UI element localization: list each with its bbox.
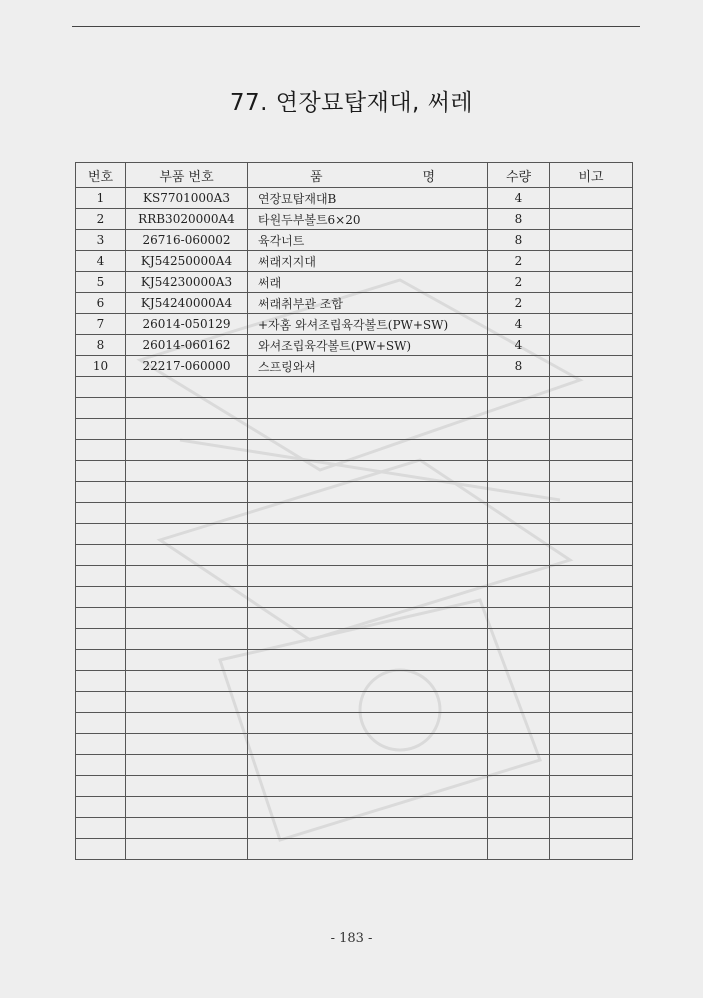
cell-part-no bbox=[126, 440, 248, 461]
cell-remark bbox=[550, 209, 633, 230]
cell-remark bbox=[550, 398, 633, 419]
cell-remark bbox=[550, 377, 633, 398]
cell-remark bbox=[550, 461, 633, 482]
cell-part-no bbox=[126, 797, 248, 818]
cell-no bbox=[76, 461, 126, 482]
cell-part-no bbox=[126, 377, 248, 398]
table-row-empty bbox=[76, 377, 633, 398]
cell-name bbox=[248, 713, 488, 734]
cell-remark bbox=[550, 335, 633, 356]
table-row bbox=[76, 314, 633, 335]
table-row bbox=[76, 293, 633, 314]
top-rule bbox=[72, 26, 640, 27]
cell-qty bbox=[488, 608, 550, 629]
cell-part-no: 22217-060000 bbox=[126, 356, 248, 377]
cell-name bbox=[248, 440, 488, 461]
cell-name bbox=[248, 419, 488, 440]
cell-name bbox=[248, 797, 488, 818]
table-row-empty bbox=[76, 755, 633, 776]
cell-name: +자홈 와셔조립육각볼트(PW+SW) bbox=[248, 314, 488, 335]
cell-remark bbox=[550, 587, 633, 608]
table-body bbox=[76, 188, 633, 860]
cell-part-no: 26716-060002 bbox=[126, 230, 248, 251]
header-qty: 수량 bbox=[488, 163, 550, 188]
cell-remark bbox=[550, 251, 633, 272]
cell-name: 써래취부관 조합 bbox=[248, 293, 488, 314]
cell-name: 와셔조립육각볼트(PW+SW) bbox=[248, 335, 488, 356]
cell-qty bbox=[488, 776, 550, 797]
parts-table bbox=[75, 162, 633, 860]
page-number: - 183 - bbox=[330, 931, 373, 946]
cell-name: 써래 bbox=[248, 272, 488, 293]
cell-name bbox=[248, 482, 488, 503]
cell-no: 5 bbox=[76, 272, 126, 293]
cell-part-no bbox=[126, 839, 248, 860]
table-row-empty bbox=[76, 608, 633, 629]
header-part-no: 부품 번호 bbox=[126, 163, 248, 188]
cell-no: 3 bbox=[76, 230, 126, 251]
cell-name bbox=[248, 755, 488, 776]
table-row-empty bbox=[76, 482, 633, 503]
cell-qty: 2 bbox=[488, 272, 550, 293]
cell-name bbox=[248, 734, 488, 755]
cell-qty bbox=[488, 713, 550, 734]
cell-qty: 4 bbox=[488, 188, 550, 209]
table-row-empty bbox=[76, 503, 633, 524]
cell-no bbox=[76, 503, 126, 524]
header-no: 번호 bbox=[76, 163, 126, 188]
cell-name: 타원두부볼트6×20 bbox=[248, 209, 488, 230]
cell-part-no bbox=[126, 755, 248, 776]
cell-no bbox=[76, 566, 126, 587]
cell-remark bbox=[550, 713, 633, 734]
cell-remark bbox=[550, 188, 633, 209]
cell-no bbox=[76, 755, 126, 776]
cell-remark bbox=[550, 734, 633, 755]
cell-qty bbox=[488, 587, 550, 608]
cell-qty bbox=[488, 692, 550, 713]
cell-remark bbox=[550, 797, 633, 818]
table-row bbox=[76, 251, 633, 272]
cell-no: 6 bbox=[76, 293, 126, 314]
cell-part-no bbox=[126, 545, 248, 566]
cell-qty bbox=[488, 545, 550, 566]
table-row-empty bbox=[76, 692, 633, 713]
cell-remark bbox=[550, 419, 633, 440]
table-row bbox=[76, 356, 633, 377]
cell-no bbox=[76, 818, 126, 839]
table-row-empty bbox=[76, 734, 633, 755]
cell-remark bbox=[550, 629, 633, 650]
cell-qty bbox=[488, 482, 550, 503]
table-row-empty bbox=[76, 776, 633, 797]
cell-part-no bbox=[126, 671, 248, 692]
header-remark: 비고 bbox=[550, 163, 633, 188]
cell-part-no bbox=[126, 650, 248, 671]
cell-no bbox=[76, 797, 126, 818]
table-row-empty bbox=[76, 419, 633, 440]
cell-remark bbox=[550, 755, 633, 776]
cell-remark bbox=[550, 440, 633, 461]
cell-no: 1 bbox=[76, 188, 126, 209]
cell-part-no bbox=[126, 608, 248, 629]
cell-name bbox=[248, 377, 488, 398]
cell-name bbox=[248, 650, 488, 671]
cell-no bbox=[76, 587, 126, 608]
cell-qty bbox=[488, 440, 550, 461]
cell-part-no bbox=[126, 482, 248, 503]
cell-remark bbox=[550, 503, 633, 524]
cell-qty: 4 bbox=[488, 335, 550, 356]
table-row-empty bbox=[76, 587, 633, 608]
cell-no bbox=[76, 713, 126, 734]
cell-name bbox=[248, 629, 488, 650]
cell-name bbox=[248, 839, 488, 860]
cell-part-no: KJ54230000A3 bbox=[126, 272, 248, 293]
cell-qty bbox=[488, 839, 550, 860]
table-row-empty bbox=[76, 671, 633, 692]
cell-name bbox=[248, 587, 488, 608]
header-name-b: 명 bbox=[422, 169, 435, 185]
cell-part-no: RRB3020000A4 bbox=[126, 209, 248, 230]
cell-no bbox=[76, 839, 126, 860]
table-row-empty bbox=[76, 566, 633, 587]
cell-remark bbox=[550, 272, 633, 293]
cell-no bbox=[76, 692, 126, 713]
cell-qty: 2 bbox=[488, 251, 550, 272]
cell-qty bbox=[488, 419, 550, 440]
cell-no bbox=[76, 440, 126, 461]
table-row bbox=[76, 230, 633, 251]
cell-part-no bbox=[126, 713, 248, 734]
cell-no bbox=[76, 734, 126, 755]
cell-part-no: 26014-060162 bbox=[126, 335, 248, 356]
table-row-empty bbox=[76, 398, 633, 419]
table-row bbox=[76, 272, 633, 293]
cell-name bbox=[248, 671, 488, 692]
cell-name bbox=[248, 461, 488, 482]
table-row-empty bbox=[76, 713, 633, 734]
cell-name bbox=[248, 398, 488, 419]
cell-no bbox=[76, 629, 126, 650]
cell-name: 써래지지대 bbox=[248, 251, 488, 272]
table-row-empty bbox=[76, 839, 633, 860]
table-row-empty bbox=[76, 797, 633, 818]
cell-part-no bbox=[126, 398, 248, 419]
cell-remark bbox=[550, 482, 633, 503]
cell-name bbox=[248, 545, 488, 566]
cell-part-no bbox=[126, 566, 248, 587]
cell-qty bbox=[488, 755, 550, 776]
cell-part-no: KJ54240000A4 bbox=[126, 293, 248, 314]
cell-part-no: KS7701000A3 bbox=[126, 188, 248, 209]
cell-qty bbox=[488, 524, 550, 545]
cell-no bbox=[76, 650, 126, 671]
cell-name bbox=[248, 776, 488, 797]
cell-name bbox=[248, 503, 488, 524]
cell-no: 7 bbox=[76, 314, 126, 335]
cell-name: 연장묘탑재대B bbox=[248, 188, 488, 209]
cell-name: 스프링와셔 bbox=[248, 356, 488, 377]
cell-name bbox=[248, 818, 488, 839]
cell-qty: 8 bbox=[488, 209, 550, 230]
table-row-empty bbox=[76, 629, 633, 650]
cell-remark bbox=[550, 818, 633, 839]
cell-no: 2 bbox=[76, 209, 126, 230]
table-row bbox=[76, 335, 633, 356]
cell-qty bbox=[488, 503, 550, 524]
cell-part-no: KJ54250000A4 bbox=[126, 251, 248, 272]
cell-qty bbox=[488, 566, 550, 587]
cell-part-no bbox=[126, 776, 248, 797]
cell-qty bbox=[488, 398, 550, 419]
cell-qty: 8 bbox=[488, 356, 550, 377]
table-row-empty bbox=[76, 818, 633, 839]
cell-no bbox=[76, 608, 126, 629]
cell-name: 육각너트 bbox=[248, 230, 488, 251]
cell-no bbox=[76, 419, 126, 440]
cell-remark bbox=[550, 545, 633, 566]
table-row-empty bbox=[76, 461, 633, 482]
cell-remark bbox=[550, 566, 633, 587]
table-row-empty bbox=[76, 440, 633, 461]
cell-no bbox=[76, 524, 126, 545]
table-row-empty bbox=[76, 524, 633, 545]
cell-name bbox=[248, 524, 488, 545]
cell-remark bbox=[550, 293, 633, 314]
cell-qty: 4 bbox=[488, 314, 550, 335]
cell-qty bbox=[488, 671, 550, 692]
cell-remark bbox=[550, 230, 633, 251]
cell-remark bbox=[550, 314, 633, 335]
cell-no bbox=[76, 377, 126, 398]
cell-no bbox=[76, 398, 126, 419]
cell-qty: 8 bbox=[488, 230, 550, 251]
cell-remark bbox=[550, 356, 633, 377]
cell-no: 10 bbox=[76, 356, 126, 377]
table-header-row bbox=[76, 163, 633, 188]
cell-name bbox=[248, 608, 488, 629]
table-row bbox=[76, 188, 633, 209]
cell-remark bbox=[550, 650, 633, 671]
cell-remark bbox=[550, 776, 633, 797]
cell-name bbox=[248, 566, 488, 587]
cell-part-no bbox=[126, 692, 248, 713]
cell-part-no bbox=[126, 461, 248, 482]
cell-part-no bbox=[126, 419, 248, 440]
cell-remark bbox=[550, 608, 633, 629]
cell-part-no bbox=[126, 818, 248, 839]
header-name bbox=[248, 163, 488, 188]
cell-no bbox=[76, 545, 126, 566]
cell-remark bbox=[550, 839, 633, 860]
table-row-empty bbox=[76, 650, 633, 671]
cell-qty bbox=[488, 461, 550, 482]
table-row bbox=[76, 209, 633, 230]
cell-no bbox=[76, 776, 126, 797]
header-name-a: 품 bbox=[310, 169, 323, 185]
cell-part-no bbox=[126, 524, 248, 545]
cell-no: 8 bbox=[76, 335, 126, 356]
cell-qty bbox=[488, 818, 550, 839]
cell-name bbox=[248, 692, 488, 713]
cell-qty bbox=[488, 734, 550, 755]
table-row-empty bbox=[76, 545, 633, 566]
cell-remark bbox=[550, 671, 633, 692]
cell-part-no bbox=[126, 503, 248, 524]
cell-qty bbox=[488, 650, 550, 671]
page-title: 77. 연장묘탑재대, 써레 bbox=[229, 90, 474, 116]
cell-qty: 2 bbox=[488, 293, 550, 314]
cell-no: 4 bbox=[76, 251, 126, 272]
cell-no bbox=[76, 671, 126, 692]
cell-qty bbox=[488, 797, 550, 818]
cell-part-no bbox=[126, 629, 248, 650]
cell-part-no bbox=[126, 734, 248, 755]
cell-qty bbox=[488, 629, 550, 650]
cell-part-no: 26014-050129 bbox=[126, 314, 248, 335]
cell-part-no bbox=[126, 587, 248, 608]
cell-qty bbox=[488, 377, 550, 398]
cell-no bbox=[76, 482, 126, 503]
cell-remark bbox=[550, 692, 633, 713]
cell-remark bbox=[550, 524, 633, 545]
